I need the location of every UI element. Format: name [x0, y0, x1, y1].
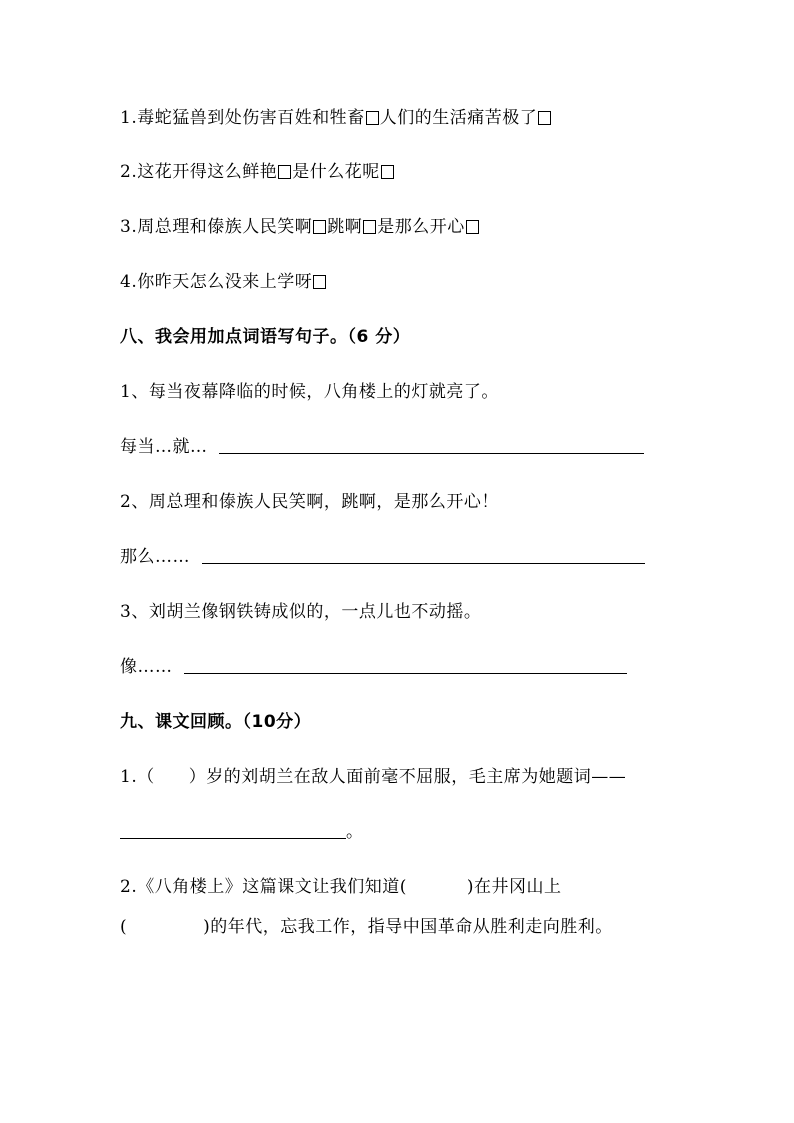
item-text: 1.毒蛇猛兽到处伤害百姓和牲畜	[120, 108, 365, 128]
punctuation-item-2	[120, 161, 395, 183]
punctuation-box[interactable]	[278, 165, 291, 179]
section-9-answer-1	[120, 821, 364, 843]
punctuation-box[interactable]	[313, 220, 326, 234]
punctuation-item-1	[120, 107, 552, 129]
question-text: 。	[346, 822, 364, 842]
section-8-question-2: 2、周总理和傣族人民笑啊，跳啊，是那么开心！	[120, 492, 499, 512]
punctuation-item-4	[120, 271, 327, 293]
section-8-question-3: 3、刘胡兰像钢铁铸成似的，一点儿也不动摇。	[120, 602, 482, 622]
item-text: 是什么花呢	[292, 162, 380, 182]
item-text: 人们的生活痛苦极了	[379, 108, 538, 128]
section-8-heading: 八、我会用加点词语写句子。（6 分）	[120, 327, 411, 347]
item-text: 4.你昨天怎么没来上学呀	[120, 272, 313, 292]
section-9-question-1	[120, 766, 626, 788]
section-9-question-2-cont	[120, 916, 613, 938]
section-9-heading: 九、课文回顾。（10分）	[120, 712, 312, 732]
item-text: 跳啊	[327, 217, 363, 237]
section-8-answer-3	[120, 656, 627, 678]
question-text: )的年代，忘我工作，指导中国革命从胜利走向胜利。	[203, 917, 613, 937]
answer-prompt: 像……	[120, 657, 173, 677]
answer-prompt: 每当…就…	[120, 437, 208, 457]
question-text: ）岁的刘胡兰在敌人面前毫不屈服，毛主席为她题词——	[188, 767, 627, 787]
answer-blank[interactable]	[219, 437, 644, 454]
item-text: 2.这花开得这么鲜艳	[120, 162, 278, 182]
section-9-question-2	[120, 876, 562, 898]
question-text: (	[120, 917, 128, 937]
item-text: 是那么开心	[377, 217, 465, 237]
item-text: 3.周总理和傣族人民笑啊	[120, 217, 313, 237]
punctuation-box[interactable]	[366, 111, 379, 125]
answer-prompt: 那么……	[120, 547, 190, 567]
punctuation-box[interactable]	[363, 220, 376, 234]
punctuation-box[interactable]	[538, 111, 551, 125]
section-8-question-1: 1、每当夜幕降临的时候，八角楼上的灯就亮了。	[120, 382, 499, 402]
punctuation-item-3	[120, 216, 480, 238]
section-8-answer-1	[120, 436, 644, 458]
question-text: )在井冈山上	[466, 877, 562, 897]
answer-blank[interactable]	[184, 657, 627, 674]
question-text: 2.《八角楼上》这篇课文让我们知道(	[120, 877, 407, 897]
answer-blank[interactable]	[202, 547, 645, 564]
section-8-answer-2	[120, 546, 645, 568]
punctuation-box[interactable]	[381, 165, 394, 179]
punctuation-box[interactable]	[466, 220, 479, 234]
answer-blank[interactable]	[120, 822, 346, 839]
question-text: 1.（	[120, 767, 155, 787]
punctuation-box[interactable]	[313, 275, 326, 289]
